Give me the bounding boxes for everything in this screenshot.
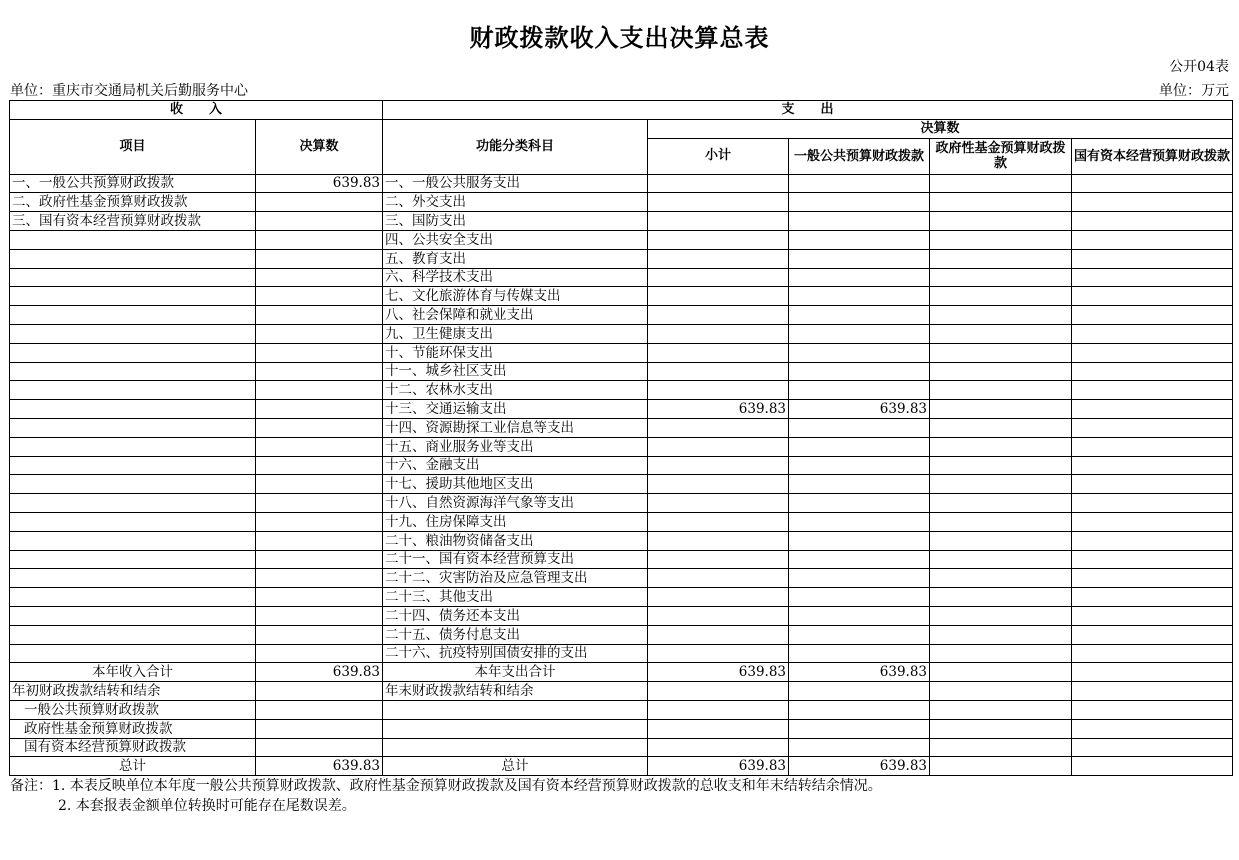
expense-subtotal-cell [648,588,789,607]
expense-subtotal-cell [648,606,789,625]
income-amount-cell [256,193,383,212]
income-amount-cell [256,606,383,625]
income-item-cell [10,550,256,569]
expense-category-cell: 二十六、抗疫特别国债安排的支出 [383,644,648,663]
carry-sub-value [256,738,383,757]
expense-subtotal-cell [648,324,789,343]
carry-sub-value [256,719,383,738]
expense-category-cell: 十四、资源勘探工业信息等支出 [383,418,648,437]
table-row [10,381,1233,400]
expense-general-cell [789,381,930,400]
income-amount-cell [256,400,383,419]
expense-category-cell: 四、公共安全支出 [383,230,648,249]
expense-state-capital-cell [1072,418,1233,437]
expense-state-capital-cell [1072,606,1233,625]
expense-gov-fund-cell [930,212,1072,231]
expense-state-capital-cell [1072,249,1233,268]
expense-general-cell [789,644,930,663]
expense-gov-fund-cell [930,456,1072,475]
table-row [10,663,1233,682]
income-amount-cell [256,306,383,325]
expense-category-cell: 二十四、债务还本支出 [383,606,648,625]
income-item-cell [10,512,256,531]
expense-general-cell [789,512,930,531]
income-item-cell [10,494,256,513]
expense-gov-fund-cell [930,324,1072,343]
table-row [10,268,1233,287]
expense-category-cell: 五、教育支出 [383,249,648,268]
expense-gov-fund-cell [930,606,1072,625]
expense-subtotal-cell [648,343,789,362]
expense-state-capital-cell [1072,287,1233,306]
empty-cell [1072,738,1233,757]
expense-category-cell: 八、社会保障和就业支出 [383,306,648,325]
empty-cell [789,700,930,719]
expense-gov-fund-cell [930,400,1072,419]
table-row [10,230,1233,249]
table-row [10,343,1233,362]
income-item-cell [10,644,256,663]
expense-general-cell [789,268,930,287]
income-item-cell [10,456,256,475]
income-year-total-value: 639.83 [256,663,383,682]
expense-subtotal-cell [648,456,789,475]
table-row [10,475,1233,494]
expense-category-cell: 一、一般公共服务支出 [383,174,648,193]
expense-subtotal-cell [648,569,789,588]
income-amount-cell [256,418,383,437]
budget-table [9,100,1233,776]
income-amount-cell [256,550,383,569]
subtotal-column-header: 小计 [648,138,789,174]
expense-state-capital-cell [1072,230,1233,249]
table-row [10,757,1233,776]
carry-sub-label: 国有资本经营预算财政拨款 [10,738,256,757]
expense-category-cell: 六、科学技术支出 [383,268,648,287]
expense-gov-fund-cell [930,343,1072,362]
expense-state-capital-cell [1072,625,1233,644]
expense-subtotal-cell [648,268,789,287]
carry-end-subtotal [648,682,789,701]
expense-general-cell: 639.83 [789,400,930,419]
income-item-cell: 二、政府性基金预算财政拨款 [10,193,256,212]
expense-general-cell [789,193,930,212]
expense-gov-fund-cell [930,569,1072,588]
expense-category-cell: 十九、住房保障支出 [383,512,648,531]
expense-category-cell: 三、国防支出 [383,212,648,231]
income-amount-cell [256,212,383,231]
empty-cell [930,719,1072,738]
expense-year-total-general: 639.83 [789,663,930,682]
expense-general-cell [789,418,930,437]
income-item-cell [10,625,256,644]
income-item-cell [10,418,256,437]
expense-gov-fund-cell [930,437,1072,456]
expense-gov-fund-cell [930,287,1072,306]
empty-cell [648,738,789,757]
table-row [10,306,1233,325]
empty-cell [648,700,789,719]
income-item-cell [10,230,256,249]
income-amount-cell [256,588,383,607]
expense-category-cell: 二十、粮油物资储备支出 [383,531,648,550]
expense-state-capital-cell [1072,512,1233,531]
expense-state-capital-cell [1072,400,1233,419]
income-amount-cell [256,512,383,531]
table-row [10,738,1233,757]
expense-subtotal-cell [648,287,789,306]
reporting-unit: 单位：重庆市交通局机关后勤服务中心 [10,83,248,99]
expense-state-capital-cell [1072,343,1233,362]
income-amount-cell [256,437,383,456]
expense-category-cell: 十、节能环保支出 [383,343,648,362]
expense-state-capital-cell [1072,381,1233,400]
expense-gov-fund-cell [930,418,1072,437]
expense-subtotal-cell [648,644,789,663]
expense-year-total-state-capital [1072,663,1233,682]
grand-total-gov-fund [930,757,1072,776]
income-item-cell [10,400,256,419]
expense-general-cell [789,343,930,362]
table-row [10,437,1233,456]
table-row [10,644,1233,663]
income-item-cell [10,606,256,625]
expense-category-cell: 二十三、其他支出 [383,588,648,607]
expense-state-capital-cell [1072,456,1233,475]
income-amount-cell [256,324,383,343]
table-row [10,588,1233,607]
carry-sub-label: 政府性基金预算财政拨款 [10,719,256,738]
income-amount-cell [256,249,383,268]
grand-total-income-label: 总计 [10,757,256,776]
expense-general-cell [789,230,930,249]
expense-gov-fund-cell [930,174,1072,193]
income-item-cell [10,343,256,362]
expense-group-header: 支 出 [383,101,1233,120]
gov-fund-column-header: 政府性基金预算财政拨款 [930,138,1072,174]
expense-subtotal-cell [648,512,789,531]
expense-year-total-gov-fund [930,663,1072,682]
expense-state-capital-cell [1072,588,1233,607]
empty-cell [1072,719,1233,738]
income-group-header: 收 入 [10,101,383,120]
table-row [10,494,1233,513]
expense-general-cell [789,550,930,569]
table-row [10,400,1233,419]
function-category-column-header: 功能分类科目 [383,119,648,174]
empty-cell [383,738,648,757]
expense-category-cell: 十二、农林水支出 [383,381,648,400]
expense-gov-fund-cell [930,193,1072,212]
table-row [10,550,1233,569]
expense-state-capital-cell [1072,644,1233,663]
expense-subtotal-cell [648,625,789,644]
expense-state-capital-cell [1072,550,1233,569]
grand-total-expense-subtotal: 639.83 [648,757,789,776]
expense-gov-fund-cell [930,306,1072,325]
expense-subtotal-cell [648,362,789,381]
carry-begin-label: 年初财政拨款结转和结余 [10,682,256,701]
expense-general-cell [789,306,930,325]
expense-state-capital-cell [1072,268,1233,287]
income-amount-cell [256,531,383,550]
carry-end-gov-fund [930,682,1072,701]
expense-state-capital-cell [1072,324,1233,343]
expense-subtotal-cell [648,174,789,193]
empty-cell [1072,700,1233,719]
expense-gov-fund-cell [930,381,1072,400]
expense-category-cell: 二十一、国有资本经营预算支出 [383,550,648,569]
income-amount-cell [256,625,383,644]
table-row [10,531,1233,550]
expense-category-cell: 十七、援助其他地区支出 [383,475,648,494]
expense-subtotal-cell [648,437,789,456]
expense-gov-fund-cell [930,588,1072,607]
expense-year-total-subtotal: 639.83 [648,663,789,682]
income-item-cell: 一、一般公共预算财政拨款 [10,174,256,193]
income-item-cell [10,324,256,343]
income-item-cell [10,588,256,607]
income-amount-cell [256,569,383,588]
expense-gov-fund-cell [930,625,1072,644]
income-amount-cell: 639.83 [256,174,383,193]
expense-subtotal-cell [648,306,789,325]
expense-general-cell [789,174,930,193]
empty-cell [383,700,648,719]
table-row [10,174,1233,193]
expense-category-cell: 十六、金融支出 [383,456,648,475]
expense-category-cell: 十五、商业服务业等支出 [383,437,648,456]
carry-begin-value [256,682,383,701]
income-amount-cell [256,230,383,249]
table-row [10,212,1233,231]
expense-subtotal-cell [648,494,789,513]
expense-gov-fund-cell [930,230,1072,249]
expense-category-cell: 十一、城乡社区支出 [383,362,648,381]
carry-end-label: 年末财政拨款结转和结余 [383,682,648,701]
expense-gov-fund-cell [930,550,1072,569]
expense-subtotal-cell [648,418,789,437]
expense-general-cell [789,212,930,231]
income-item-cell [10,381,256,400]
expense-subtotal-cell [648,475,789,494]
table-row [10,682,1233,701]
expense-category-cell: 二十二、灾害防治及应急管理支出 [383,569,648,588]
empty-cell [930,700,1072,719]
expense-subtotal-cell [648,381,789,400]
carry-sub-value [256,700,383,719]
income-item-cell [10,268,256,287]
expense-state-capital-cell [1072,437,1233,456]
table-row [10,324,1233,343]
income-item-cell [10,287,256,306]
carry-end-state-capital [1072,682,1233,701]
expense-general-cell [789,531,930,550]
expense-general-cell [789,569,930,588]
table-row [10,719,1233,738]
carry-end-general [789,682,930,701]
table-row [10,606,1233,625]
empty-cell [789,719,930,738]
expense-general-cell [789,494,930,513]
expense-state-capital-cell [1072,531,1233,550]
note-line-1: 备注：1. 本表反映单位本年度一般公共预算财政拨款、政府性基金预算财政拨款及国有资本经营预算财政拨款的总收支和年末结转结余情况。 [10,778,882,794]
currency-unit: 单位：万元 [1159,83,1229,99]
expense-general-cell [789,625,930,644]
grand-total-state-capital [1072,757,1233,776]
expense-general-cell [789,437,930,456]
expense-subtotal-cell [648,531,789,550]
income-amount-cell [256,287,383,306]
expense-gov-fund-cell [930,531,1072,550]
expense-general-cell [789,456,930,475]
expense-category-cell: 九、卫生健康支出 [383,324,648,343]
table-row [10,569,1233,588]
expense-category-cell: 十三、交通运输支出 [383,400,648,419]
expense-year-total-label: 本年支出合计 [383,663,648,682]
expense-gov-fund-cell [930,362,1072,381]
income-amount-cell [256,475,383,494]
expense-category-cell: 七、文化旅游体育与传媒支出 [383,287,648,306]
note-line-2: 2. 本套报表金额单位转换时可能存在尾数误差。 [58,798,356,814]
expense-general-cell [789,475,930,494]
carry-sub-label: 一般公共预算财政拨款 [10,700,256,719]
income-item-cell [10,569,256,588]
income-item-cell [10,437,256,456]
empty-cell [383,719,648,738]
table-row [10,249,1233,268]
grand-total-income-value: 639.83 [256,757,383,776]
table-row [10,625,1233,644]
expense-gov-fund-cell [930,644,1072,663]
empty-cell [648,719,789,738]
expense-subtotal-cell: 639.83 [648,400,789,419]
expense-general-cell [789,588,930,607]
item-column-header: 项目 [10,119,256,174]
final-amount-group-header: 决算数 [648,119,1233,138]
state-capital-column-header: 国有资本经营预算财政拨款 [1072,138,1233,174]
empty-cell [789,738,930,757]
income-amount-cell [256,644,383,663]
table-row [10,193,1233,212]
income-amount-cell [256,343,383,362]
header-row-2 [10,119,1233,138]
page-title: 财政拨款收入支出决算总表 [469,24,770,52]
expense-state-capital-cell [1072,475,1233,494]
expense-category-cell: 二十五、债务付息支出 [383,625,648,644]
expense-general-cell [789,287,930,306]
income-item-cell: 三、国有资本经营预算财政拨款 [10,212,256,231]
expense-general-cell [789,249,930,268]
notes [10,776,882,816]
expense-category-cell: 十八、自然资源海洋气象等支出 [383,494,648,513]
expense-general-cell [789,606,930,625]
income-amount-column-header: 决算数 [256,119,383,174]
table-row [10,362,1233,381]
expense-gov-fund-cell [930,249,1072,268]
expense-state-capital-cell [1072,193,1233,212]
expense-subtotal-cell [648,249,789,268]
income-amount-cell [256,456,383,475]
expense-state-capital-cell [1072,306,1233,325]
expense-state-capital-cell [1072,569,1233,588]
header-row-groups [10,101,1233,120]
general-budget-column-header: 一般公共预算财政拨款 [789,138,930,174]
expense-state-capital-cell [1072,212,1233,231]
expense-gov-fund-cell [930,494,1072,513]
grand-total-expense-general: 639.83 [789,757,930,776]
expense-gov-fund-cell [930,475,1072,494]
grand-total-expense-label: 总计 [383,757,648,776]
form-number: 公开04表 [1169,59,1229,75]
expense-state-capital-cell [1072,174,1233,193]
table-row [10,700,1233,719]
expense-general-cell [789,324,930,343]
empty-cell [930,738,1072,757]
income-amount-cell [256,268,383,287]
income-amount-cell [256,362,383,381]
income-item-cell [10,306,256,325]
income-item-cell [10,475,256,494]
table-row [10,287,1233,306]
expense-category-cell: 二、外交支出 [383,193,648,212]
expense-general-cell [789,362,930,381]
income-amount-cell [256,381,383,400]
income-item-cell [10,362,256,381]
income-item-cell [10,531,256,550]
income-year-total-label: 本年收入合计 [10,663,256,682]
expense-subtotal-cell [648,550,789,569]
table-row [10,418,1233,437]
expense-gov-fund-cell [930,512,1072,531]
income-item-cell [10,249,256,268]
expense-gov-fund-cell [930,268,1072,287]
expense-subtotal-cell [648,193,789,212]
table-row [10,512,1233,531]
expense-subtotal-cell [648,230,789,249]
expense-state-capital-cell [1072,362,1233,381]
expense-state-capital-cell [1072,494,1233,513]
table-row [10,456,1233,475]
expense-subtotal-cell [648,212,789,231]
income-amount-cell [256,494,383,513]
